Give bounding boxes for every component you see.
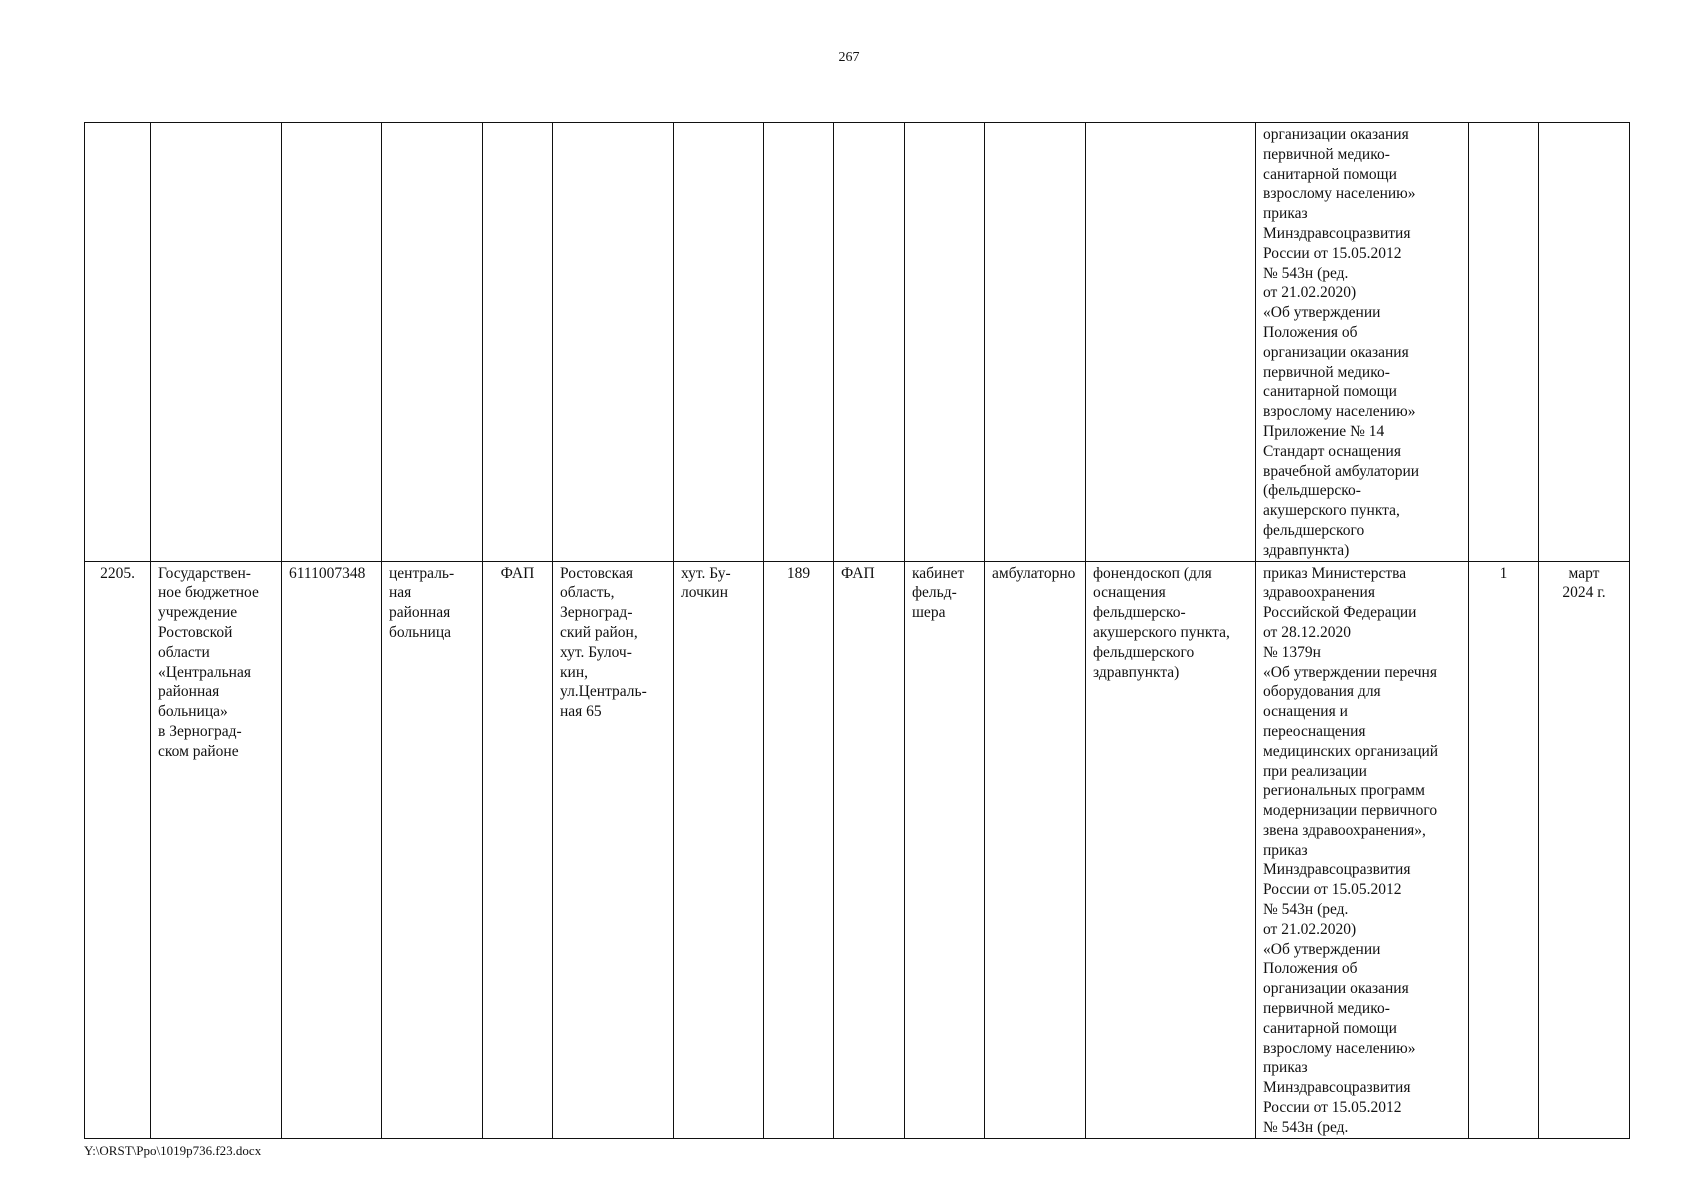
page-number: 267 [838, 50, 860, 65]
cell-type [382, 123, 483, 562]
cell-settlement: хут. Бу- лочкин [674, 561, 764, 1138]
cell-room [905, 123, 985, 562]
cell-number [85, 123, 151, 562]
cell-object [834, 123, 905, 562]
cell-legal-basis: приказ Министерства здравоохранения Российской Федерации от 28.12.2020 № 1379н «Об утверждении перечня оборудования для оснащения и переоснащения медицинских организаций при реализации региональных программ модернизации первичного звена здравоохранения», приказ Минздравсоцразвития России от 15.05.2012 № 543н (ред. от 21.02.2020) «Об утверждении Положения об организации оказания первичной медико- санитарной помощи взрослому населению» приказ Минздравсоцразвития России от 15.05.2012 № 543н (ред. [1256, 561, 1469, 1138]
table-row [85, 123, 1630, 562]
footer-file-path: Y:\ORST\Ppo\1019p736.f23.docx [84, 1143, 262, 1158]
cell-legal-basis: организации оказания первичной медико- санитарной помощи взрослому населению» приказ Минздравсоцразвития России от 15.05.2012 № 543н (ред. от 21.02.2020) «Об утверждении Положения об организации оказания первичной медико- санитарной помощи взрослому населению» Приложение № 14 Стандарт оснащения врачебной амбулатории (фельдшерско- акушерского пункта, фельдшерского здравпункта) [1256, 123, 1469, 562]
equipment-table [84, 122, 1630, 1139]
cell-institution [151, 123, 282, 562]
cell-subdivision: ФАП [483, 561, 553, 1138]
cell-room: кабинет фельд- шера [905, 561, 985, 1138]
cell-type: централь- ная районная больница [382, 561, 483, 1138]
cell-date: март 2024 г. [1539, 561, 1630, 1138]
cell-inn: 6111007348 [282, 561, 382, 1138]
cell-inn [282, 123, 382, 562]
cell-subdivision [483, 123, 553, 562]
cell-mode: амбулаторно [985, 561, 1086, 1138]
table-row [85, 561, 1630, 1138]
cell-address [553, 123, 674, 562]
cell-quantity [1469, 123, 1539, 562]
cell-address: Ростовская область, Зерноград- ский район, хут. Булоч- кин, ул.Централь- ная 65 [553, 561, 674, 1138]
cell-population [764, 123, 834, 562]
cell-equipment: фонендоскоп (для оснащения фельдшерско- акушерского пункта, фельдшерского здравпункта) [1086, 561, 1256, 1138]
cell-quantity: 1 [1469, 561, 1539, 1138]
cell-institution: Государствен- ное бюджетное учреждение Ростовской области «Центральная районная больница» в Зерноград- ском районе [151, 561, 282, 1138]
cell-object: ФАП [834, 561, 905, 1138]
cell-settlement [674, 123, 764, 562]
cell-date [1539, 123, 1630, 562]
cell-equipment [1086, 123, 1256, 562]
cell-number: 2205. [85, 561, 151, 1138]
cell-population: 189 [764, 561, 834, 1138]
cell-mode [985, 123, 1086, 562]
